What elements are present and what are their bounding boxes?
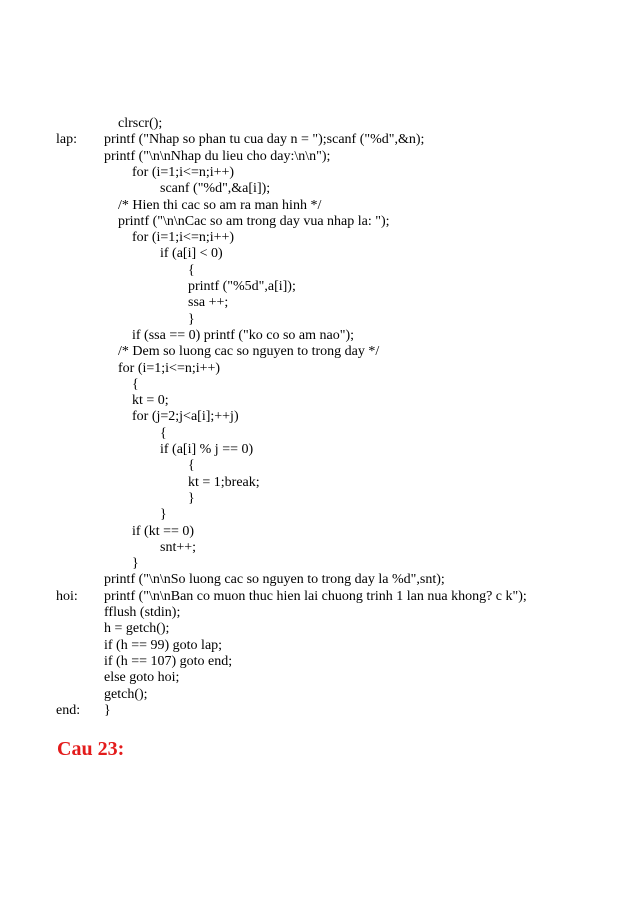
code-text: h = getch(); (104, 621, 170, 637)
code-text: fflush (stdin); (104, 605, 181, 620)
code-text: } (104, 702, 111, 718)
code-text: ssa ++; (188, 295, 229, 311)
code-text: for (i=1;i<=n;i++) (132, 230, 235, 246)
code-text: for (j=2;j<a[i];++j) (132, 409, 239, 425)
code-text: printf ("%5d",a[i]); (188, 279, 296, 294)
code-text: kt = 1;break; (188, 474, 260, 490)
section-heading: Cau 23: (57, 738, 125, 760)
code-text: } (188, 490, 195, 506)
code-text: if (a[i] % j == 0) (160, 442, 254, 457)
code-text: printf ("\n\nBan co muon thuc hien lai chuong trinh 1 lan nua khong? c k"); (104, 588, 527, 604)
code-text: scanf ("%d",&a[i]); (160, 181, 271, 197)
code-text: printf ("\n\nNhap du lieu cho day:\n\n"); (104, 148, 331, 164)
code-text: for (i=1;i<=n;i++) (118, 360, 221, 376)
code-label: hoi: (56, 588, 78, 604)
code-text: { (188, 262, 195, 278)
code-text: { (132, 376, 139, 392)
code-text: snt++; (160, 539, 197, 555)
code-label: lap: (56, 132, 77, 148)
code-text: if (h == 107) goto end; (104, 653, 233, 669)
code-text: } (188, 311, 195, 327)
code-text: getch(); (104, 686, 148, 702)
code-label: end: (56, 702, 81, 718)
code-text: } (160, 507, 167, 523)
code-text: clrscr(); (118, 116, 163, 131)
code-text: kt = 0; (132, 393, 169, 409)
code-text: printf ("\n\nSo luong cac so nguyen to trong day la %d",snt); (104, 572, 445, 588)
code-text: /* Hien thi cac so am ra man hinh */ (118, 197, 322, 213)
code-text: for (i=1;i<=n;i++) (132, 164, 235, 180)
code-text: { (188, 458, 195, 474)
code-text: if (a[i] < 0) (160, 246, 223, 262)
code-text: } (132, 556, 139, 572)
code-text: /* Dem so luong cac so nguyen to trong day */ (118, 344, 380, 360)
code-text: printf ("Nhap so phan tu cua day n = ");scanf ("%d",&n); (104, 132, 425, 148)
code-text: printf ("\n\nCac so am trong day vua nhap la: "); (118, 213, 390, 229)
code-text: { (160, 425, 167, 441)
code-text: if (kt == 0) (132, 523, 195, 539)
code-text: if (ssa == 0) printf ("ko co so am nao"); (132, 327, 355, 343)
code-text: else goto hoi; (104, 670, 180, 686)
code-text: if (h == 99) goto lap; (104, 637, 223, 653)
